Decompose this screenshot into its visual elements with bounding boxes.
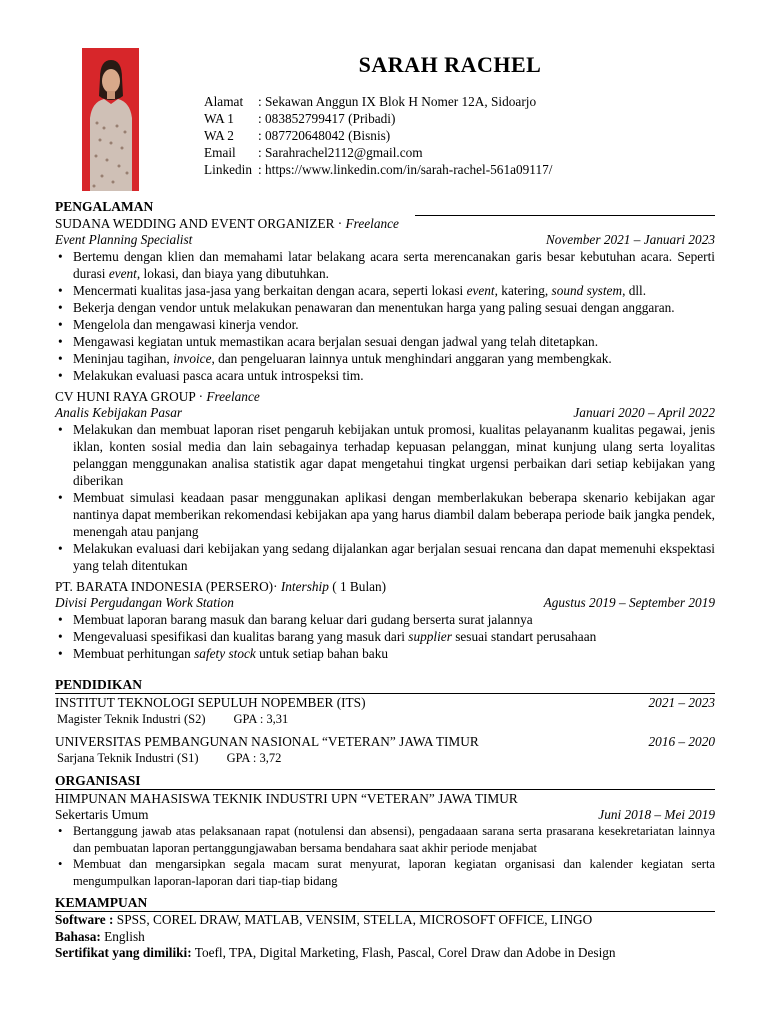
job-entry <box>55 215 715 384</box>
list-item: • Mengevaluasi spesifikasi dan kualitas barang yang masuk dari supplier sesuai standart perusahaan <box>55 628 715 645</box>
contact-row-address: Alamat : Sekawan Anggun IX Blok H Nomer 12A, Sidoarjo <box>204 94 537 109</box>
gpa: GPA : 3,31 <box>233 712 289 726</box>
section-title-education: PENDIDIKAN <box>55 677 143 692</box>
job-bullets <box>55 248 715 384</box>
skills-row-certificates: Sertifikat yang dimiliki: Toefl, TPA, Digital Marketing, Flash, Pascal, Corel Draw dan Adobe in Design <box>55 945 616 960</box>
job-type: Freelance <box>345 216 399 231</box>
section-title-organization: ORGANISASI <box>55 773 141 788</box>
profile-photo <box>82 48 139 191</box>
contact-row-wa2: WA 2 : 087720648042 (Bisnis) <box>204 128 391 143</box>
list-item: • Bertemu dengan klien dan memahami latar belakang acara serta merencanakan garis besar kebutuhan acara. Seperti durasi event, lokasi, dan biaya yang dibutuhkan. <box>55 248 715 282</box>
job-bullets <box>55 421 715 574</box>
list-item: • Bertanggung jawab atas pelaksanaan rapat (notulensi dan absensi), pengadaaan sarana serta prasarana kesekretariatan lainnya dan pembuatan laporan pertanggungjawaban bersama bendahara saat akhir periode menjabat <box>55 823 715 856</box>
list-item: • Meninjau tagihan, invoice, dan pengeluaran lainnya untuk menghindari anggaran yang membengkak. <box>55 350 715 367</box>
school-name: UNIVERSITAS PEMBANGUNAN NASIONAL “VETERAN” JAWA TIMUR <box>55 734 479 749</box>
job-role: Analis Kebijakan Pasar <box>55 405 183 420</box>
list-item: • Membuat laporan barang masuk dan barang keluar dari gudang berserta surat jalannya <box>55 611 715 628</box>
contact-row-linkedin: Linkedin : https://www.linkedin.com/in/sarah-rachel-561a09117/ <box>204 162 553 177</box>
list-item: • Melakukan dan membuat laporan riset pengaruh kebijakan untuk promosi, kualitas pelayananm kualitas pegawai, jenis iklan, konten sosial media dan lain sebagainya terhadap kepuasan pelanggan, minat kunjung ulang serta loyalitas pelanggan menggunakan analisa statistik agar dapat mengetahui tingkat urgensi perbaikan dari setiap kebijakan yang diberikan <box>55 421 715 489</box>
list-item: • Mengawasi kegiatan untuk memastikan acara berjalan sesuai dengan jadwal yang telah ditetapkan. <box>55 333 715 350</box>
education-date: 2016 – 2020 <box>648 734 715 749</box>
job-org: PT. BARATA INDONESIA (PERSERO)· <box>55 579 281 594</box>
organization-name: HIMPUNAN MAHASISWA TEKNIK INDUSTRI UPN “VETERAN” JAWA TIMUR <box>55 791 518 806</box>
job-date: Januari 2020 – April 2022 <box>573 405 715 420</box>
degree: Sarjana Teknik Industri (S1) <box>57 751 199 765</box>
job-bullets <box>55 611 715 662</box>
education-date: 2021 – 2023 <box>648 695 715 710</box>
education-section <box>55 676 715 766</box>
job-type: Freelance <box>206 389 260 404</box>
section-rule <box>415 215 715 216</box>
section-title-skills: KEMAMPUAN <box>55 895 148 910</box>
job-date: November 2021 – Januari 2023 <box>545 232 715 247</box>
job-role: Event Planning Specialist <box>55 232 193 247</box>
organization-section <box>55 772 715 889</box>
skills-row-software: Software : SPSS, COREL DRAW, MATLAB, VENSIM, STELLA, MICROSOFT OFFICE, LINGO <box>55 912 593 927</box>
list-item: • Membuat dan mengarsipkan segala macam surat menyurat, laporan kegiatan organisasi dan kalender kegiatan serta mengumpulkan laporan-laporan dari tiap-tiap bidang <box>55 856 715 889</box>
school-name: INSTITUT TEKNOLOGI SEPULUH NOPEMBER (ITS) <box>55 695 366 710</box>
contact-row-wa1: WA 1 : 083852799417 (Pribadi) <box>204 111 396 126</box>
job-type: Intership <box>280 579 329 594</box>
person-portrait-icon <box>82 48 139 191</box>
contact-block <box>204 93 552 178</box>
job-org: CV HUNI RAYA GROUP · <box>55 389 207 404</box>
candidate-name: SARAH RACHEL <box>358 52 542 77</box>
job-date: Agustus 2019 – September 2019 <box>543 595 715 610</box>
contact-row-email: Email : Sarahrachel2112@gmail.com <box>204 145 423 160</box>
job-duration: ( 1 Bulan) <box>328 579 387 594</box>
list-item: • Mencermati kualitas jasa-jasa yang berkaitan dengan acara, seperti lokasi event, katering, sound system, dll. <box>55 282 715 299</box>
job-entry <box>55 578 715 662</box>
list-item: • Melakukan evaluasi pasca acara untuk introspeksi tim. <box>55 367 715 384</box>
list-item: • Bekerja dengan vendor untuk melakukan penawaran dan menentukan harga yang paling sesuai dengan anggaran. <box>55 299 715 316</box>
education-entry <box>55 694 715 727</box>
list-item: • Membuat perhitungan safety stock untuk setiap bahan baku <box>55 645 715 662</box>
list-item: • Membuat simulasi keadaan pasar menggunakan aplikasi dengan memberlakukan beberapa skenario kebijakan agar nantinya dapat memberikan rekomendasi kebijakan apa yang harus diambil dalam beberapa periode baik jangka pendek, menengah atau panjang <box>55 489 715 540</box>
list-item: • Melakukan evaluasi dari kebijakan yang sedang dijalankan agar berjalan sesuai rencana dan dapat memenuhi ekspektasi yang telah ditentukan <box>55 540 715 574</box>
skills-row-language: Bahasa: English <box>55 928 145 944</box>
job-role: Divisi Pergudangan Work Station <box>55 595 234 610</box>
skills-section <box>55 894 715 962</box>
job-org: SUDANA WEDDING AND EVENT ORGANIZER · <box>55 216 346 231</box>
section-title-experience: PENGALAMAN <box>55 199 154 214</box>
education-entry <box>55 733 715 766</box>
experience-section <box>55 198 715 662</box>
gpa: GPA : 3,72 <box>226 751 282 765</box>
list-item: • Mengelola dan mengawasi kinerja vendor. <box>55 316 715 333</box>
organization-date: Juni 2018 – Mei 2019 <box>598 807 715 822</box>
degree: Magister Teknik Industri (S2) <box>57 712 206 726</box>
organization-role: Sekertaris Umum <box>55 807 149 822</box>
job-entry <box>55 388 715 574</box>
organization-bullets <box>55 823 715 889</box>
